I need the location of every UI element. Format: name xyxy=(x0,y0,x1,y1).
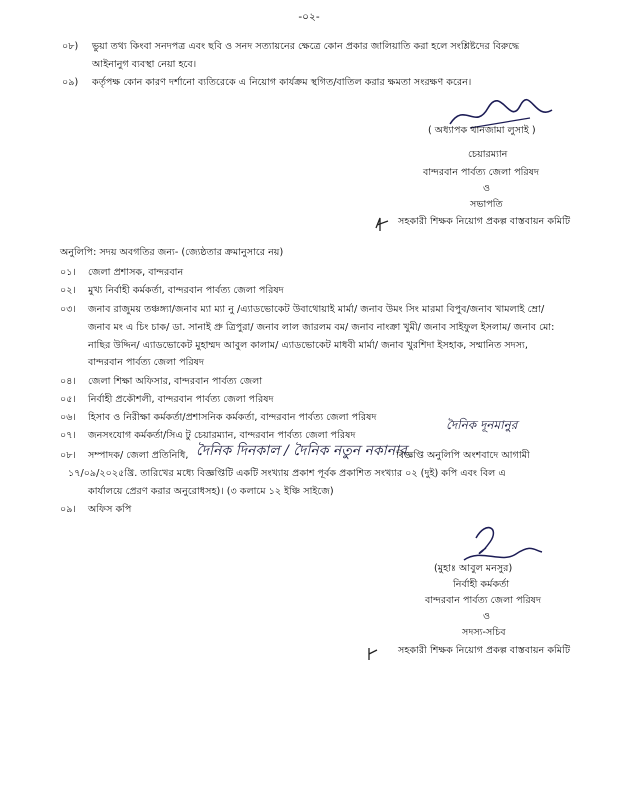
copy-09-number: ০৯। xyxy=(60,504,76,515)
signatory2-name: (মুহাঃ আবুল মনসুর) xyxy=(434,563,513,574)
signatory1-conjunction: ও xyxy=(483,183,491,194)
copy-07-number: ০৭। xyxy=(60,430,76,441)
copy-04-number: ০৪। xyxy=(60,376,76,387)
signatory1-committee: সহকারী শিক্ষক নিয়োগ প্রকল্প বাস্তবায়ন কমিটি xyxy=(398,216,571,227)
copy-03-line-3: নাছির উদ্দিন/ এ্যাডভোকেট মুহাম্মদ আবুল কালাম/ এ্যাডভোকেট মাধবী মার্মা/ জনাব খুরশিদা ইসহাক, সম্মানিত সদস্য, xyxy=(88,340,528,351)
copy-heading: অনুলিপি: সদয় অবগতির জন্য- (জ্যেষ্ঠতার ক্রমানুসারে নয়) xyxy=(60,247,284,258)
copy-08-number: ০৮। xyxy=(60,450,76,461)
signatory1-role-president: সভাপতি xyxy=(470,199,503,210)
copy-05-text: নির্বাহী প্রকৌশলী, বান্দরবান পার্বত্য জেলা পরিষদ xyxy=(88,394,274,405)
signatory2-org: বান্দরবান পার্বত্য জেলা পরিষদ xyxy=(425,595,541,606)
item-09-text: কর্তৃপক্ষ কোন কারণ দর্শানো ব্যতিরেকে এ নিয়োগ কার্যক্রম স্থগিত/বাতিল করার ক্ষমতা সংরক্ষণ করেন। xyxy=(92,77,472,88)
copy-06-text: হিসাব ও নিরীক্ষা কর্মকর্তা/প্রশাসনিক কর্মকর্তা, বান্দরবান পার্বত্য জেলা পরিষদ xyxy=(88,412,377,423)
item-08-number: ০৮) xyxy=(62,41,79,52)
executive-officer-signature xyxy=(456,518,546,566)
signatory2-role-officer: নির্বাহী কর্মকর্তা xyxy=(453,579,510,590)
item-08-continuation: আইনানুগ ব্যবস্থা নেয়া হবে। xyxy=(92,59,197,70)
tick-mark-2 xyxy=(364,644,382,664)
signatory2-conjunction: ও xyxy=(483,611,491,622)
copy-06-number: ০৬। xyxy=(60,412,76,423)
item-09-number: ০৯) xyxy=(62,77,79,88)
signatory1-role-chairman: চেয়ারম্যান xyxy=(468,149,508,160)
signatory1-name: ( অধ্যাপক থানজামা লুসাই ) xyxy=(428,125,536,136)
copy-01-number: ০১। xyxy=(60,267,76,278)
copy-03-line-2: জনাব মং এ চিং চাক/ ডা. সানাই প্রু ত্রিপুরা/ জনাব লাল জারলম বম/ জনাব নাংক্রা খুমী/ জনাব সাইফুল ইসলাম/ জনাব মো: xyxy=(88,322,555,333)
signatory2-role-secretary: সদস্য-সচিব xyxy=(462,627,506,638)
copy-08-line-3: কার্যালয়ে প্রেরণ করার অনুরোধসহ)। (৩ কলামে ১২ ইঞ্চি সাইজে) xyxy=(88,486,334,497)
copy-03-line-1: জনাব রাজুময় তঞ্চঙ্গ্যা/জনাব ম্যা ম্যা নু /এ্যাডভোকেট উবাথোয়াই মার্মা/ জনাব উমং সিং মারমা বিপুব/জনাব খামলাই ম্রো/ xyxy=(88,304,545,315)
handwritten-note: দৈনিক দূনমানুর xyxy=(446,418,518,432)
copy-02-number: ০২। xyxy=(60,285,76,296)
signatory1-org: বান্দরবান পার্বত্য জেলা পরিষদ xyxy=(423,167,539,178)
tick-mark-1 xyxy=(372,214,392,234)
copy-03-number: ০৩। xyxy=(60,304,76,315)
copy-04-text: জেলা শিক্ষা অফিসার, বান্দরবান পার্বত্য জেলা xyxy=(88,376,263,387)
copy-08-text: সম্পাদক/ জেলা প্রতিনিধি, xyxy=(88,450,189,461)
copy-01-text: জেলা প্রশাসক, বান্দরবান xyxy=(88,267,184,278)
copy-08-line-2: ১৭/০৯/২০২৫খ্রি. তারিখের মধ্যে বিজ্ঞপ্তিটি একটি সংখ্যায় প্রকাশ পূর্বক প্রকাশিত সংখ্যার ০২ (দুই) কপি এবং বিল এ xyxy=(68,468,506,479)
copy-02-text: মুখ্য নির্বাহী কর্মকর্তা, বান্দরবান পার্বত্য জেলা পরিষদ xyxy=(88,285,284,296)
signatory2-committee: সহকারী শিক্ষক নিয়োগ প্রকল্প বাস্তবায়ন কমিটি xyxy=(398,645,571,656)
copy-09-text: অফিস কপি xyxy=(88,504,132,515)
copy-05-number: ০৫। xyxy=(60,394,76,405)
copy-08-tail: বিজ্ঞপ্তি অনুলিপি অংশবাদে আগামী xyxy=(396,450,530,461)
copy-07-text: জনসংযোগ কর্মকর্তা/সিএ টু চেয়ারম্যান, বান্দরবান পার্বত্য জেলা পরিষদ xyxy=(88,430,356,441)
copy-08-handwritten-newspapers: দৈনিক দিনকাল / দৈনিক নতুন নকানার xyxy=(196,443,407,459)
copy-03-line-4: বান্দরবান পার্বত্য জেলা পরিষদ xyxy=(88,357,204,368)
page-number: -০২- xyxy=(298,11,320,23)
item-08-text: ভুয়া তথ্য কিংবা সনদপত্র এবং ছবি ও সনদ সত্যায়নের ক্ষেত্রে কোন প্রকার জালিয়াতি করা হলে সংশ্লিষ্টদের বিরুদ্ধে xyxy=(92,41,520,52)
